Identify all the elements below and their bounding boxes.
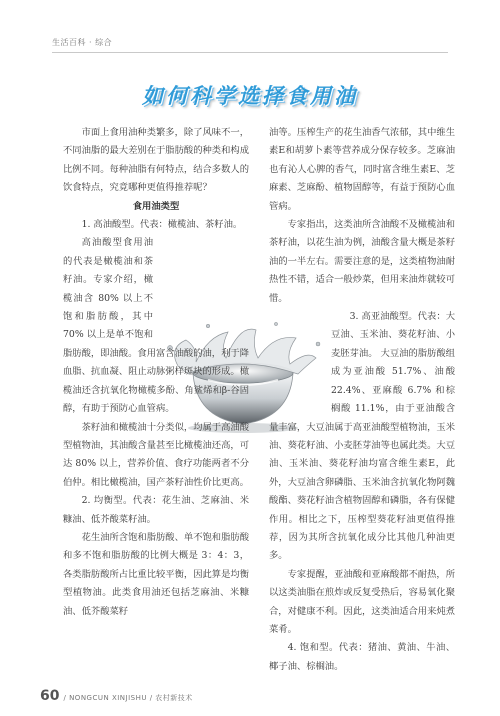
paragraph: 1. 高油酸型。代表：橄榄油、茶籽油。 — [81, 219, 243, 231]
section-tag: 生活百科 · 综合 — [52, 38, 113, 47]
image-wrap-space — [269, 310, 327, 418]
paragraph: 4. 饱和型。代表：猪油、黄油、牛油、椰子油、棕榈油。 — [269, 642, 455, 672]
page-number: 60 — [40, 688, 60, 704]
paragraph: 高油酸型食用油的代表是橄榄油和茶籽油。专家介绍，橄榄油含 80% 以上不饱和脂肪酸，其中 70% 以上是单不饱和脂肪酸，即油酸。食用富含油酸的油，利于降血脂、抗血凝、阻止动脉粥样斑块的形成。橄榄油还含抗氧化物橄榄多酚、角鲨烯和β-谷固醇，有助于预防心血管病。 — [63, 237, 249, 415]
magazine-name: / NONGCUN XINJISHU / 农村新技术 — [63, 694, 193, 702]
article-column-left — [63, 124, 249, 621]
paragraph: 专家指出，这类油所含油酸不及橄榄油和茶籽油，以花生油为例，油酸含量大概是茶籽油的一半左右。需要注意的是，这类植物油耐热性不错，适合一般炒菜，但用来油炸就较可惜。 — [269, 219, 455, 304]
paragraph: 花生油所含饱和脂肪酸、单不饱和脂肪酸和多不饱和脂肪酸的比例大概是 3：4：3，各类脂肪酸所占比重比较平衡，因此算是均衡型植物油。此类食用油还包括芝麻油、米糠油、低芥酸菜籽 — [63, 531, 249, 617]
article-title: 如何科学选择食用油 — [142, 84, 358, 108]
paragraph: 专家提醒，亚油酸和亚麻酸都不耐热，所以这类油脂在煎炸或反复受热后，容易氧化聚合，对健康不利。因此，这类油适合用来炖煮菜肴。 — [269, 568, 455, 635]
subheading: 食用油类型 — [132, 200, 180, 212]
paragraph: 2. 均衡型。代表：花生油、芝麻油、米糠油、低芥酸菜籽油。 — [63, 495, 249, 525]
paragraph: 市面上食用油种类繁多，除了风味不一，不同油脂的最大差别在于脂肪酸的种类和构成比例不同。每种油脂有何特点，结合多数人的饮食特点，究竟哪种更值得推荐呢？ — [63, 127, 249, 194]
paragraph: 茶籽油和橄榄油十分类似，均属于高油酸型植物油，其油酸含量甚至比橄榄油还高，可达 80% 以上，营养价值、食疗功能两者不分伯仲。相比橄榄油，国产茶籽油性价比更高。 — [63, 421, 249, 488]
page-footer — [40, 685, 193, 704]
article-column-right — [269, 124, 455, 676]
paragraph: 3. 高亚油酸型。代表：大豆油、玉米油、葵花籽油、小麦胚芽油。 大豆油的脂肪酸组成为亚油酸 51.7%、油酸 22.4%、亚麻酸 6.7% 和棕榈酸 11.1%，由于亚油酸含量丰富，大豆油属于高亚油酸型植物油，玉米油、葵花籽油、小麦胚芽油等也属此类。大豆油、玉米油、葵花籽油均富含维生素E，此外，大豆油含卵磷脂、玉米油含抗氧化物阿魏酸酯、葵花籽油含植物固醇和磷脂，各有保健作用。相比之下，压榨型葵花籽油更值得推荐，因为其所含抗氧化成分比其他几种油更多。 — [269, 311, 455, 562]
header-divider — [52, 52, 448, 53]
image-wrap-space — [157, 236, 249, 344]
paragraph: 油等。压榨生产的花生油香气浓郁，其中维生素E和胡萝卜素等营养成分保存较多。芝麻油也有沁人心脾的香气，同时富含维生素E、芝麻素、芝麻酚、植物固醇等，有益于预防心血管病。 — [269, 127, 455, 212]
